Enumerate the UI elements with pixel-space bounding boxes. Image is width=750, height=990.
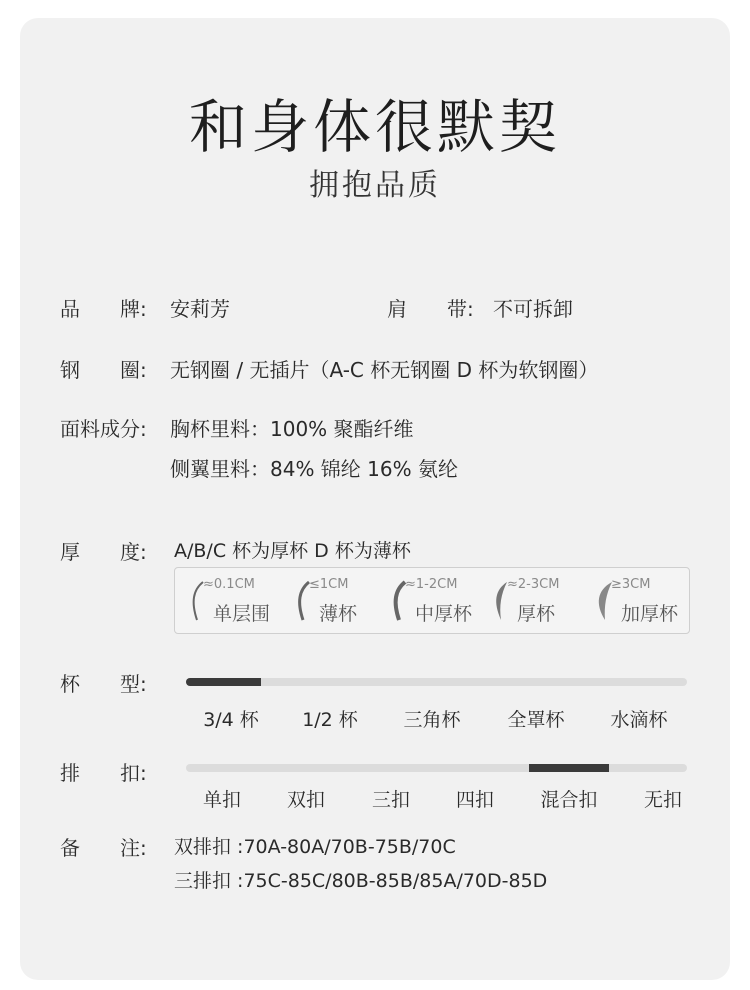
hook-track [186, 764, 687, 772]
hook-option-double: 双扣 [286, 789, 326, 811]
cup-selected-marker [186, 678, 261, 686]
thickness-level-4: ≥3CM 加厚杯 [587, 568, 687, 633]
hook-option-single: 单扣 [202, 789, 242, 811]
strap-label: 肩 带: [387, 297, 474, 321]
wire-label: 钢 圈: [60, 358, 147, 382]
thickness-level-2: ≈1-2CM 中厚杯 [381, 568, 481, 633]
thickness-level-1: ≤1CM 薄杯 [285, 568, 385, 633]
cup-track [186, 678, 687, 686]
hook-option-mixed: 混合扣 [540, 789, 598, 811]
cup-option-3-4: 3/4 杯 [203, 709, 259, 731]
hook-option-triple: 三扣 [371, 789, 411, 811]
cup-option-triangle: 三角杯 [403, 709, 461, 731]
note-label: 备 注: [60, 836, 147, 860]
cup-option-1-2: 1/2 杯 [302, 709, 358, 731]
page-subtitle: 拥抱品质 [309, 168, 441, 203]
thickness-label: 厚 度: [60, 540, 147, 564]
fabric-label: 面料成分: [60, 417, 147, 441]
wire-value: 无钢圈 / 无插片（A-C 杯无钢圈 D 杯为软钢圈） [170, 358, 599, 382]
hook-label: 排 扣: [60, 761, 147, 785]
brand-label: 品 牌: [60, 297, 147, 321]
note-line-1: 双排扣 :70A-80A/70B-75B/70C [174, 836, 456, 858]
thickness-level-0: ≈0.1CM 单层围 [179, 568, 279, 633]
thickness-scale [174, 567, 690, 634]
thickness-level-3: ≈2-3CM 厚杯 [483, 568, 583, 633]
hook-option-none: 无扣 [643, 789, 683, 811]
hook-selected-marker [529, 764, 609, 772]
fabric-line-2: 侧翼里料：84% 锦纶 16% 氨纶 [170, 457, 458, 481]
strap-value: 不可拆卸 [493, 297, 573, 321]
thickness-value: A/B/C 杯为厚杯 D 杯为薄杯 [174, 540, 411, 562]
cup-option-full: 全罩杯 [507, 709, 565, 731]
cup-label: 杯 型: [60, 672, 147, 696]
brand-value: 安莉芳 [170, 297, 230, 321]
note-line-2: 三排扣 :75C-85C/80B-85B/85A/70D-85D [174, 870, 548, 892]
fabric-line-1: 胸杯里料：100% 聚酯纤维 [170, 417, 414, 441]
page-title: 和身体很默契 [188, 93, 561, 161]
cup-option-teardrop: 水滴杯 [610, 709, 668, 731]
hook-option-quad: 四扣 [455, 789, 495, 811]
